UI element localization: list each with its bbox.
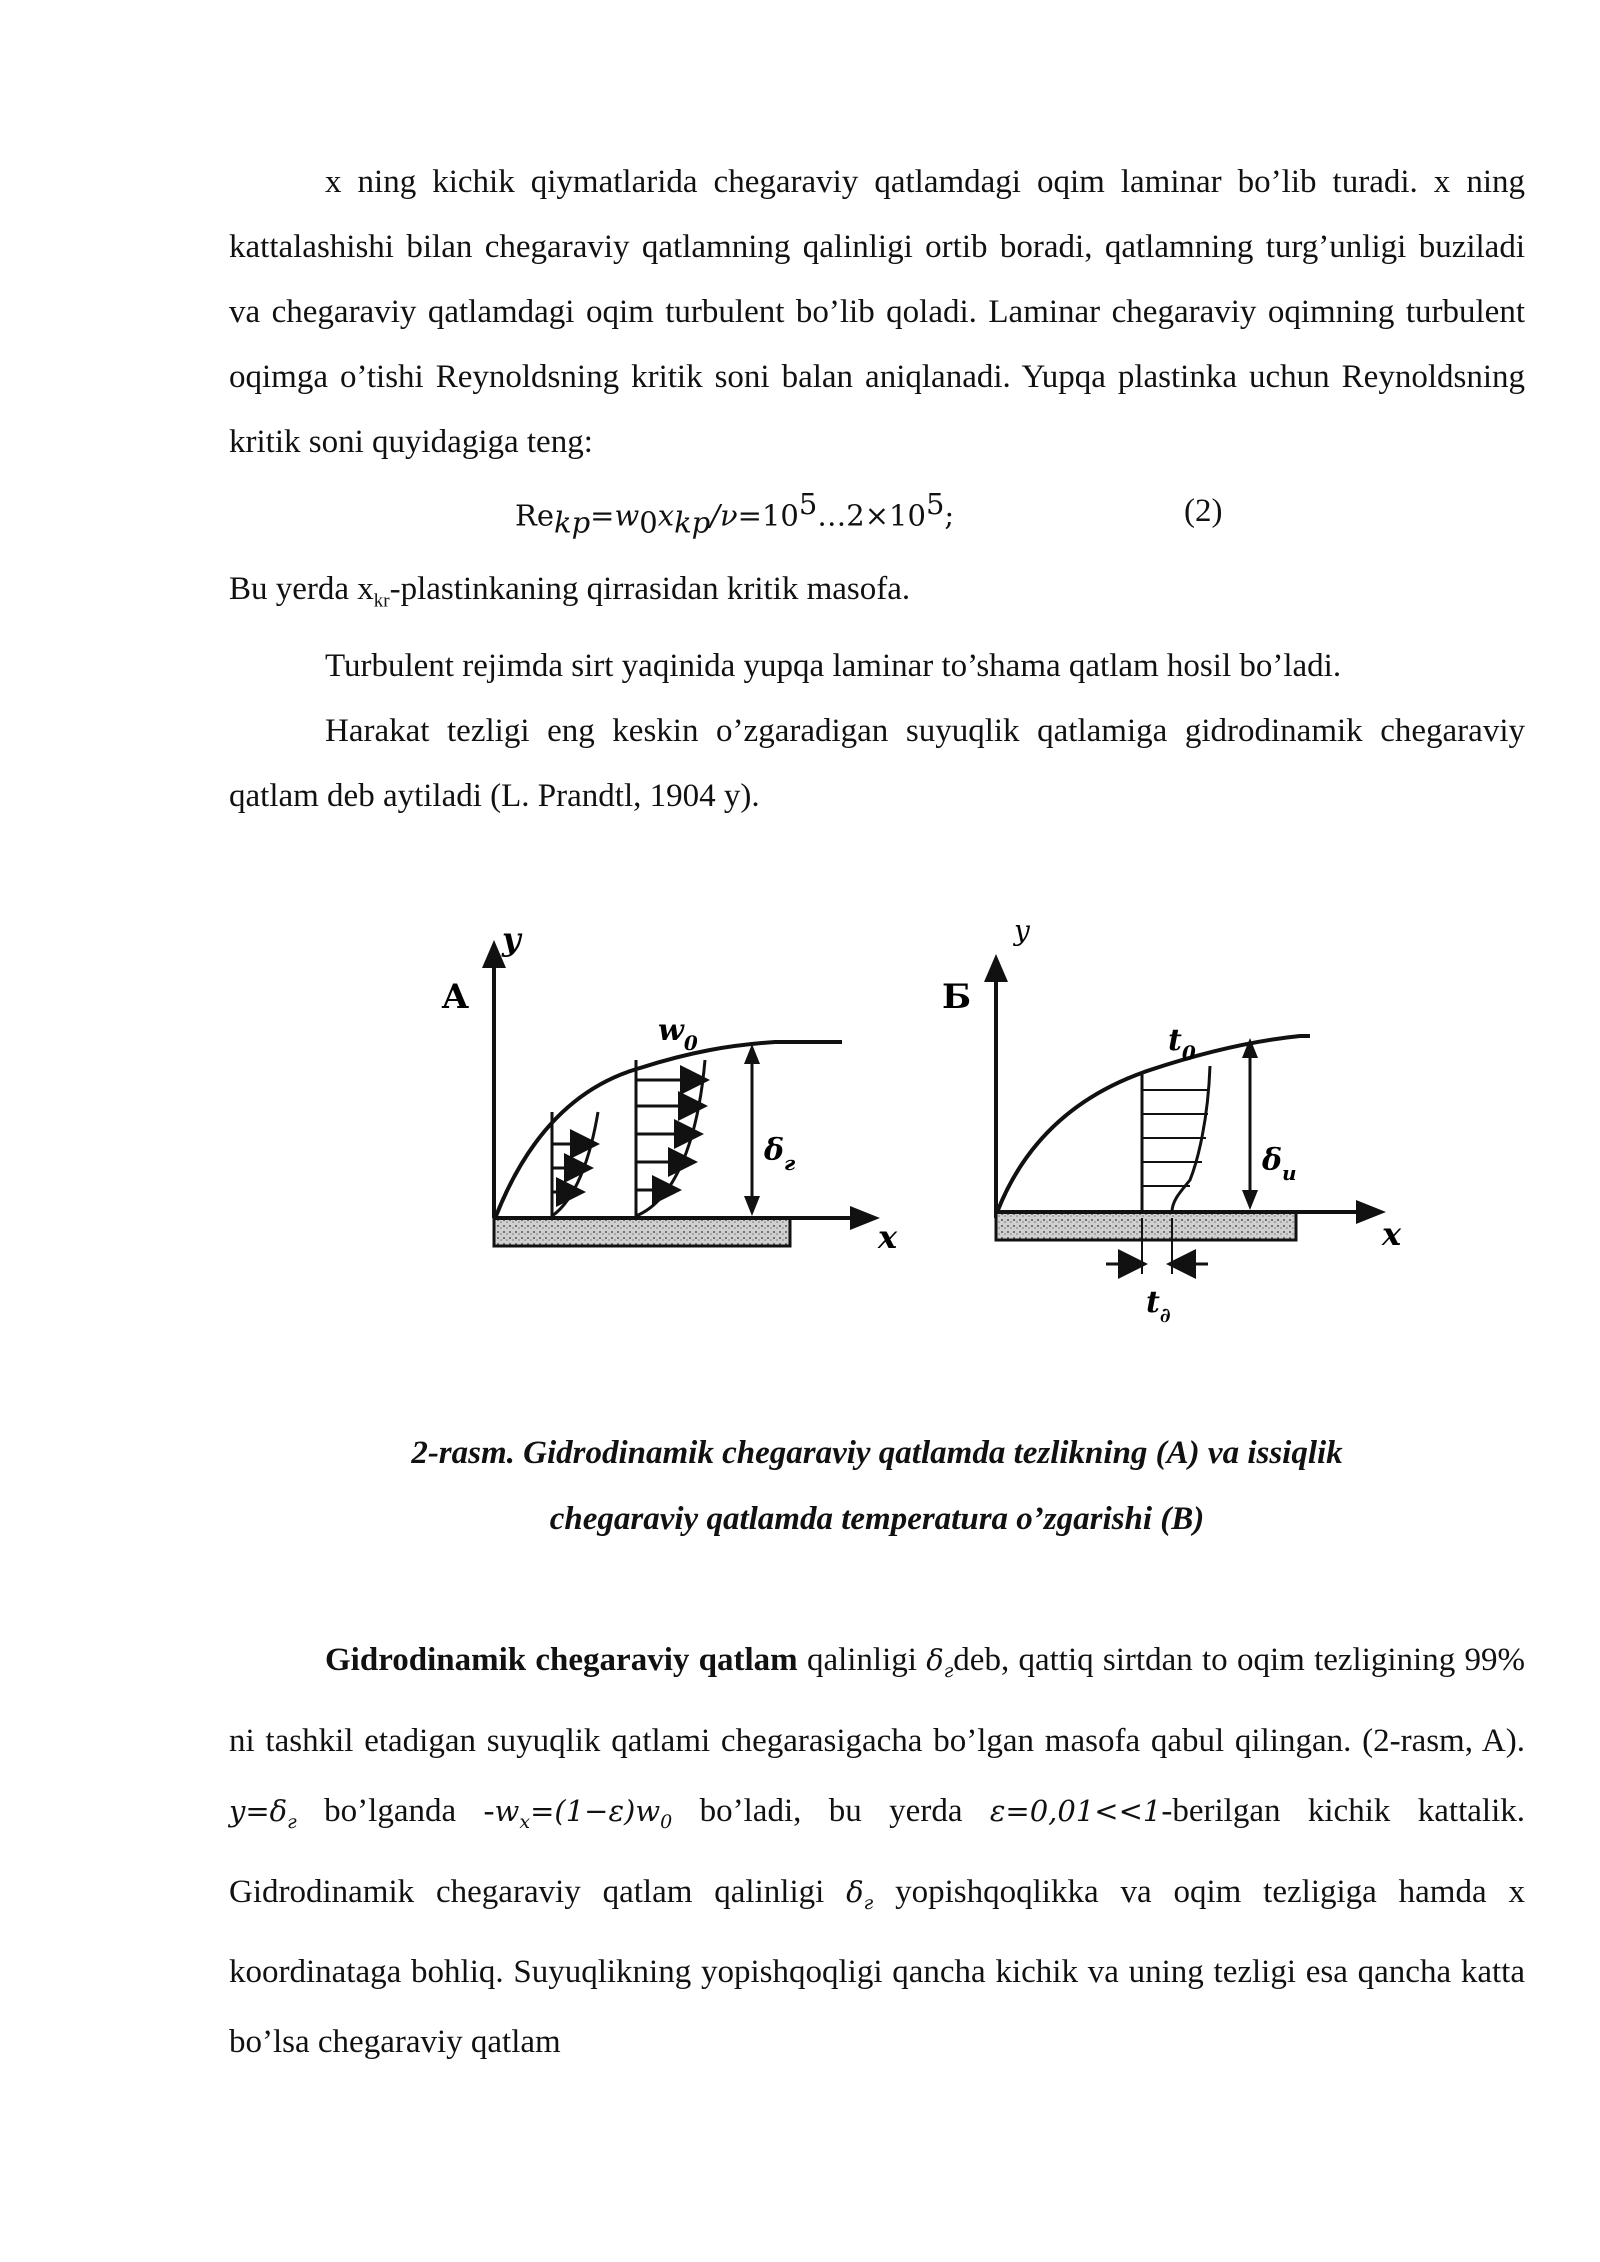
critical-reynolds-formula [229,475,1525,557]
panel-a-velocity [441,920,898,1256]
formula-expression: $Re_{kp}=w_0x_{kp}/\nu=10^5\dots 2\times 10^5$; [515,487,955,540]
paragraph-critical-distance: Bu yerda $x_{kr}$-plastinkaning qirrasidan kritik masofa. [229,571,911,612]
panel-a-label: A [442,977,469,1017]
panel-b-x-label: x [1382,1215,1402,1253]
panel-b-delta-arrow-bottom [1242,1190,1258,1210]
term-bold: Gidrodinamik chegaraviy qatlam [325,1642,798,1678]
panel-a-velocity-profile-1 [552,1112,598,1216]
panel-a-delta-arrow-bottom [744,1196,760,1216]
paragraph-prandtl-definition: Harakat tezligi eng keskin o’zgaradigan suyuqlik qatlamiga gidrodinamik chegaraviy qatlam deb aytiladi (L. Prandtl, 1904 y). [229,712,1525,814]
wx-formula: $w_x=(1-\varepsilon)w_0$ [494,1793,673,1833]
boundary-layer-figure [430,900,1410,1340]
paragraph-hydrodynamic-layer: Gidrodinamik chegaraviy qatlam qalinligi $\delta_гdeb$, qattiq sirtdan to oqim tezligining 99% ni tashkil etadigan suyuqlik qatlami chegarasigacha bo’lgan masofa qabul qilingan. (2-rasm, A). $y=\delta_г$ bo’lganda $-w_x=(1-\varepsilon)w_0$ bo’ladi, bu yerda ε=0,01<<1-berilgan kichik kattalik. Gidrodinamik chegaraviy qatlam qalinligi $\delta_г$ yopishqoqlikka va oqim tezligiga hamda x koordinataga bohliq. Suyuqlikning yopishqoqligi qancha kichik va uning tezligi esa qancha katta bo’lsa chegaraviy qatlam [229,1642,1525,2061]
panel-b-temperature-profile [1142,1066,1210,1212]
panel-b-label: Б [942,977,972,1017]
panel-b-plate [996,1212,1296,1240]
figure-caption [229,1420,1525,1552]
epsilon-formula: ε=0,01<<1 [989,1793,1162,1828]
panel-b-temperature [942,914,1402,1327]
caption-line-1: 2-rasm. Gidrodinamik chegaraviy qatlamda tezlikning (A) va issiqlik [411,1435,1343,1471]
panel-b-delta-label: $\delta_u$ [1262,1143,1297,1185]
panel-a-velocity-profile-2 [636,1060,705,1216]
paragraph-turbulent-regime: Turbulent rejimda sirt yaqinida yupqa laminar to’shama qatlam hosil bo’ladi. [325,647,1342,684]
caption-line-2: chegaraviy qatlamda temperatura o’zgarishi (B) [549,1501,1205,1537]
delta-symbol-2: $\delta_г$ [846,1874,874,1914]
equation-number: (2) [1184,493,1223,529]
delta-symbol: $\delta_г$ [926,1643,954,1682]
panel-a-delta-arrow-top [744,1044,760,1064]
panel-a-x-arrow [850,1206,880,1230]
paragraph-boundary-layer-transition: x ning kichik qiymatlarida chegaraviy qatlamdagi oqim laminar bo’lib turadi. x ning kattalashishi bilan chegaraviy qatlamning qalinligi ortib boradi, qatlamning turg’unligi buziladi va chegaraviy qatlamdagi oqim turbulent bo’lib qoladi. Laminar chegaraviy oqimning turbulent oqimga o’tishi Reynoldsning kritik soni balan aniqlanadi. Yupqa plastinka uchun Reynoldsning kritik soni quyidagiga teng: [229,164,1525,460]
panel-a-delta-label: $\delta_г$ [764,1133,796,1175]
panel-a-plate [494,1218,790,1246]
document-page-continued [229,1625,1525,2077]
panel-b-y-arrow [984,954,1008,982]
y-equals-delta: $y=\delta_г$ [229,1793,297,1833]
panel-b-td-label: $t_\partial$ [1146,1285,1171,1327]
panel-a-x-label: x [878,1218,898,1256]
panel-b-t0-label: $t_0$ [1168,1023,1196,1065]
figure-svg [430,900,1410,1340]
panel-b-boundary-curve [998,1036,1310,1210]
document-page [229,150,1525,829]
panel-a-w0-label: $w_0$ [658,1013,698,1055]
panel-a-y-label: y [502,920,521,958]
panel-b-y-label: y [1014,914,1030,947]
